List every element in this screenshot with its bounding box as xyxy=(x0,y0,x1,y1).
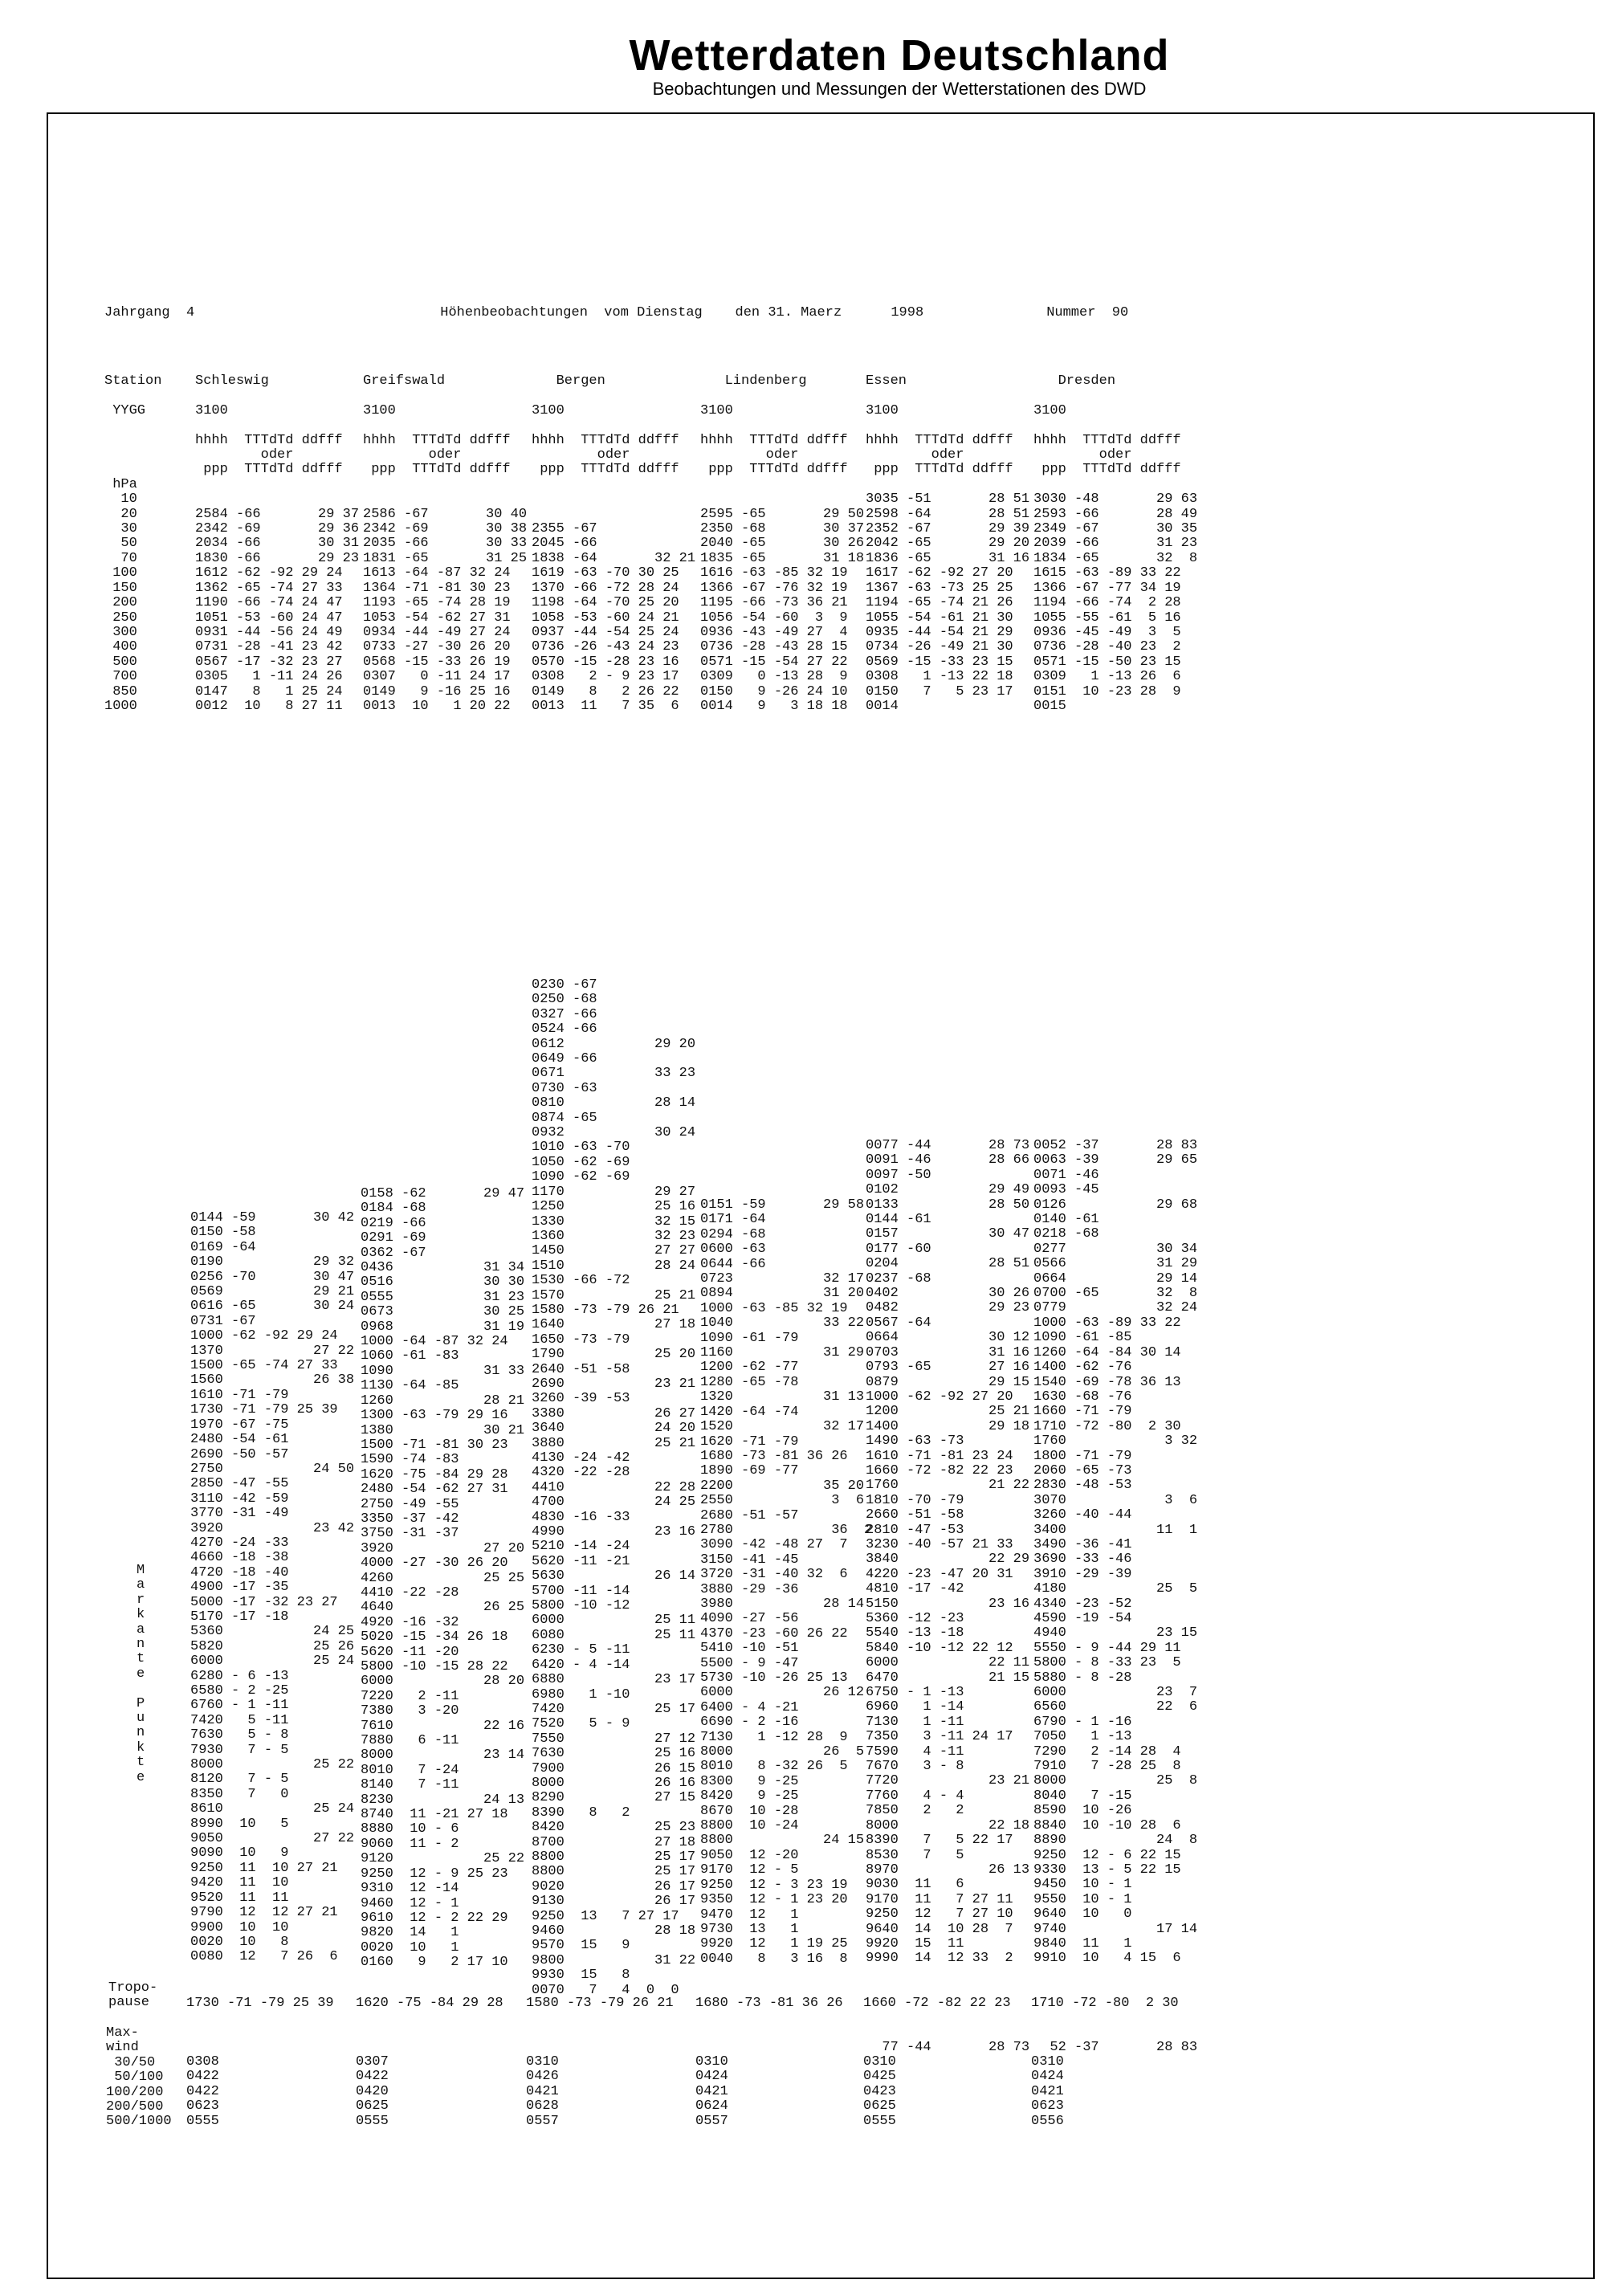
tropopause-bergen: 1580 -73 -79 26 21 xyxy=(526,1996,674,2011)
page-subtitle: Beobachtungen und Messungen der Wetterstationen des DWD xyxy=(652,79,1147,99)
labels-column: Station YYGG hPa 10 20 30 50 70 100 150 200 250 300 400 500 700 850 1000 xyxy=(104,373,162,714)
tropopause-dresden: 1710 -72 -80 2 30 xyxy=(1031,1996,1179,2011)
station-greifswald-standard-levels: Greifswald 3100 hhhh TTTdTd ddfff oder ppp TTTdTd ddfff 2586 -67 30 40 2342 -69 30 38 2035 -66 30 33 1831 -65 31 25 1613 -64 -87 32 24 1364 -71 -81 30 23 1193 -65 -74 28 19 1053 -54 -62 27 31 0934 -44 -49 27 24 0733 -27 -30 26 20 0568 -15 -33 26 19 0307 0 -11 24 17 0149 9 -16 25 16 0013 10 1 20 22 xyxy=(363,373,528,714)
station-essen-standard-levels: Essen 3100 hhhh TTTdTd ddfff oder ppp TTTdTd ddfff 3035 -51 28 51 2598 -64 28 51 2352 -67 29 39 2042 -65 29 20 1836 -65 31 16 1617 -62 -92 27 20 1367 -63 -73 25 25 1194 -65 -74 21 26 1055 -54 -61 21 30 0935 -44 -54 21 29 0734 -26 -49 21 30 0569 -15 -33 23 15 0308 1 -13 22 18 0150 7 5 23 17 0014 xyxy=(866,373,1030,714)
tropopause-lindenberg: 1680 -73 -81 36 26 xyxy=(695,1996,843,2011)
station-lindenberg-standard-levels: Lindenberg 3100 hhhh TTTdTd ddfff oder ppp TTTdTd ddfff 2595 -65 29 50 2350 -68 30 37 2040 -65 30 26 1835 -65 31 18 1616 -63 -85 32 19 1366 -67 -76 32 19 1195 -66 -73 36 21 1056 -54 -60 3 9 0936 -43 -49 27 4 0736 -28 -43 28 15 0571 -15 -54 27 22 0309 0 -13 28 9 0150 9 -26 24 10 0014 9 3 18 18 xyxy=(700,373,865,714)
maxwind-extra-essen: 77 -44 28 73 xyxy=(866,2040,1030,2055)
tropopause-schleswig: 1730 -71 -79 25 39 xyxy=(186,1996,334,2011)
maxwind-label: Max- wind 30/50 50/100 100/200 200/500 500/1000 xyxy=(106,2025,172,2130)
tropopause-label: Tropo- pause xyxy=(108,1980,158,2011)
station-dresden-significant-points: 0052 -37 28 83 0063 -39 29 65 0071 -46 0093 -45 0126 29 68 0140 -61 0218 -68 0277 30 34 0566 31 29 0664 29 14 0700 -65 32 8 0779 32 24 1000 -63 -89 33 22 1090 -61 -85 1260 -64 -84 30 14 1400 -62 -76 1540 -69 -78 36 13 1630 -68 -76 1660 -71 -79 1710 -72 -80 2 30 1760 3 32 1800 -71 -79 2060 -65 -73 2830 -48 -53 3070 3 6 3260 -40 -44 3400 11 1 3490 -36 -41 3690 -33 -46 3910 -29 -39 4180 25 5 4340 -23 -52 4590 -19 -54 4940 23 15 5550 - 9 -44 29 11 5800 - 8 -33 23 5 5880 - 8 -28 6000 23 7 6560 22 6 6790 - 1 -16 7050 1 -13 7290 2 -14 28 4 7910 7 -28 25 8 8000 25 8 8040 7 -15 8590 10 -26 8840 10 -10 28 6 8890 24 8 9250 12 - 6 22 15 9330 13 - 5 22 15 9450 10 - 1 9550 10 - 1 9640 10 0 9740 17 14 9840 11 1 9910 10 4 15 6 xyxy=(1033,1138,1198,1967)
station-bergen-significant-points: 0230 -67 0250 -68 0327 -66 0524 -66 0612 29 20 0649 -66 0671 33 23 0730 -63 0810 28 14 0874 -65 0932 30 24 1010 -63 -70 1050 -62 -69 1090 -62 -69 1170 29 27 1250 25 16 1330 32 15 1360 32 23 1450 27 27 1510 28 24 1530 -66 -72 1570 25 21 1580 -73 -79 26 21 1640 27 18 1650 -73 -79 1790 25 20 2640 -51 -58 2690 23 21 3260 -39 -53 3380 26 27 3640 24 20 3880 25 21 4130 -24 -42 4320 -22 -28 4410 22 28 4700 24 25 4830 -16 -33 4990 23 16 5210 -14 -24 5620 -11 -21 5630 26 14 5700 -11 -14 5800 -10 -12 6000 25 11 6080 25 11 6230 - 5 -11 6420 - 4 -14 6880 23 17 6980 1 -10 7420 25 17 7520 5 - 9 7550 27 12 7630 25 16 7900 26 15 8000 26 16 8290 27 15 8390 8 2 8420 25 23 8700 27 18 8800 25 17 8800 25 17 9020 26 17 9130 26 17 9250 13 7 27 17 9460 28 18 9570 15 9 9800 31 22 9930 15 8 0070 7 4 0 0 xyxy=(532,977,696,1998)
station-schleswig-standard-levels: Schleswig 3100 hhhh TTTdTd ddfff oder ppp TTTdTd ddfff 2584 -66 29 37 2342 -69 29 36 2034 -66 30 31 1830 -66 29 23 1612 -62 -92 29 24 1362 -65 -74 27 33 1190 -66 -74 24 47 1051 -53 -60 24 47 0931 -44 -56 24 49 0731 -28 -41 23 42 0567 -17 -32 23 27 0305 1 -11 24 26 0147 8 1 25 24 0012 10 8 27 11 xyxy=(195,373,360,714)
markante-punkte-label: M a r k a n t e P u n k t e xyxy=(137,1563,145,1785)
maxwind-lindenberg: 0310 0424 0421 0624 0557 xyxy=(695,2054,728,2129)
maxwind-extra-dresden: 52 -37 28 83 xyxy=(1033,2040,1198,2055)
maxwind-greifswald: 0307 0422 0420 0625 0555 xyxy=(356,2054,389,2129)
station-greifswald-significant-points: 0158 -62 29 47 0184 -68 0219 -66 0291 -69 0362 -67 0436 31 34 0516 30 30 0555 31 23 0673 30 25 0968 31 19 1000 -64 -87 32 24 1060 -61 -83 1090 31 33 1130 -64 -85 1260 28 21 1300 -63 -79 29 16 1380 30 21 1500 -71 -81 30 23 1590 -74 -83 1620 -75 -84 29 28 2480 -54 -62 27 31 2750 -49 -55 3350 -37 -42 3750 -31 -37 3920 27 20 4000 -27 -30 26 20 4260 25 25 4410 -22 -28 4640 26 25 4920 -16 -32 5020 -15 -34 26 18 5620 -11 -20 5800 -10 -15 28 22 6000 28 20 7220 2 -11 7380 3 -20 7610 22 16 7880 6 -11 8000 23 14 8010 7 -24 8140 7 -11 8230 24 13 8740 11 -21 27 18 8880 10 - 6 9060 11 - 2 9120 25 22 9250 12 - 9 25 23 9310 12 -14 9460 12 - 1 9610 12 - 2 22 29 9820 14 1 0020 10 1 0160 9 2 17 10 xyxy=(361,1186,525,1971)
maxwind-schleswig: 0308 0422 0422 0623 0555 xyxy=(186,2054,219,2129)
station-dresden-standard-levels: Dresden 3100 hhhh TTTdTd ddfff oder ppp TTTdTd ddfff 3030 -48 29 63 2593 -66 28 49 2349 -67 30 35 2039 -66 31 23 1834 -65 32 8 1615 -63 -89 33 22 1366 -67 -77 34 19 1194 -66 -74 2 28 1055 -55 -61 5 16 0936 -45 -49 3 5 0736 -28 -40 23 2 0571 -15 -50 23 15 0309 1 -13 26 6 0151 10 -23 28 9 0015 xyxy=(1033,373,1198,714)
station-bergen-standard-levels: Bergen 3100 hhhh TTTdTd ddfff oder ppp TTTdTd ddfff 2355 -67 2045 -66 1838 -64 32 21 1619 -63 -70 30 25 1370 -66 -72 28 24 1198 -64 -70 25 20 1058 -53 -60 24 21 0937 -44 -54 25 24 0736 -26 -43 24 23 0570 -15 -28 23 16 0308 2 - 9 23 17 0149 8 2 26 22 0013 11 7 35 6 xyxy=(532,373,696,714)
station-essen-significant-points: 0077 -44 28 73 0091 -46 28 66 0097 -50 0102 29 49 0133 28 50 0144 -61 0157 30 47 0177 -60 0204 28 51 0237 -68 0402 30 26 0482 29 23 0567 -64 0664 30 12 0703 31 16 0793 -65 27 16 0879 29 15 1000 -62 -92 27 20 1200 25 21 1400 29 18 1490 -63 -73 1610 -71 -81 23 24 1660 -72 -82 22 23 1760 21 22 1810 -70 -79 2660 -51 -58 2810 -47 -53 3230 -40 -57 21 33 3840 22 29 4220 -23 -47 20 31 4810 -17 -42 5150 23 16 5360 -12 -23 5540 -13 -18 5840 -10 -12 22 12 6000 22 11 6470 21 15 6750 - 1 -13 6960 1 -14 7130 1 -11 7350 3 -11 24 17 7590 4 -11 7670 3 - 8 7720 23 21 7760 4 - 4 7850 2 2 8000 22 18 8390 7 5 22 17 8530 7 5 8970 26 13 9030 11 6 9170 11 7 27 11 9250 12 7 27 10 9640 14 10 28 7 9920 15 11 9990 14 12 33 2 xyxy=(866,1138,1030,1967)
maxwind-essen: 0310 0425 0423 0625 0555 xyxy=(863,2054,896,2129)
maxwind-bergen: 0310 0426 0421 0628 0557 xyxy=(526,2054,559,2129)
tropopause-essen: 1660 -72 -82 22 23 xyxy=(863,1996,1011,2011)
station-schleswig-significant-points: 0144 -59 30 42 0150 -58 0169 -64 0190 29 32 0256 -70 30 47 0569 29 21 0616 -65 30 24 0731 -67 1000 -62 -92 29 24 1370 27 22 1500 -65 -74 27 33 1560 26 38 1610 -71 -79 1730 -71 -79 25 39 1970 -67 -75 2480 -54 -61 2690 -50 -57 2750 24 50 2850 -47 -55 3110 -42 -59 3770 -31 -49 3920 23 42 4270 -24 -33 4660 -18 -38 4720 -18 -40 4900 -17 -35 5000 -17 -32 23 27 5170 -17 -18 5360 24 25 5820 25 26 6000 25 24 6280 - 6 -13 6580 - 2 -25 6760 - 1 -11 7420 5 -11 7630 5 - 8 7930 7 - 5 8000 25 22 8120 7 - 5 8350 7 0 8610 25 24 8990 10 5 9050 27 22 9090 10 9 9250 11 10 27 21 9420 11 10 9520 11 11 9790 12 12 27 21 9900 10 10 0020 10 8 0080 12 7 26 6 xyxy=(190,1210,355,1965)
maxwind-dresden: 0310 0424 0421 0623 0556 xyxy=(1031,2054,1064,2129)
station-lindenberg-significant-points: 0151 -59 29 58 0171 -64 0294 -68 0600 -63 0644 -66 0723 32 17 0894 31 20 1000 -63 -85 32 19 1040 33 22 1090 -61 -79 1160 31 29 1200 -62 -77 1280 -65 -78 1320 31 13 1420 -64 -74 1520 32 17 1620 -71 -79 1680 -73 -81 36 26 1890 -69 -77 2200 35 20 2550 3 6 2680 -51 -57 2780 36 2 3090 -42 -48 27 7 3150 -41 -45 3720 -31 -40 32 6 3880 -29 -36 3980 28 14 4090 -27 -56 4370 -23 -60 26 22 5410 -10 -51 5500 - 9 -47 5730 -10 -26 25 13 6000 26 12 6400 - 4 -21 6690 - 2 -16 7130 1 -12 28 9 8000 26 5 8010 8 -32 26 5 8300 9 -25 8420 9 -25 8670 10 -28 8800 10 -24 8800 24 15 9050 12 -20 9170 12 - 5 9250 12 - 3 23 19 9350 12 - 1 23 20 9470 12 1 9730 13 1 9920 12 1 19 25 0040 8 3 16 8 xyxy=(700,1197,873,1967)
headline: Jahrgang 4 Höhenbeobachtungen vom Dienstag den 31. Maerz 1998 Nummer 90 xyxy=(104,305,1129,320)
page-title: Wetterdaten Deutschland xyxy=(629,31,1170,80)
tropopause-greifswald: 1620 -75 -84 29 28 xyxy=(356,1996,503,2011)
